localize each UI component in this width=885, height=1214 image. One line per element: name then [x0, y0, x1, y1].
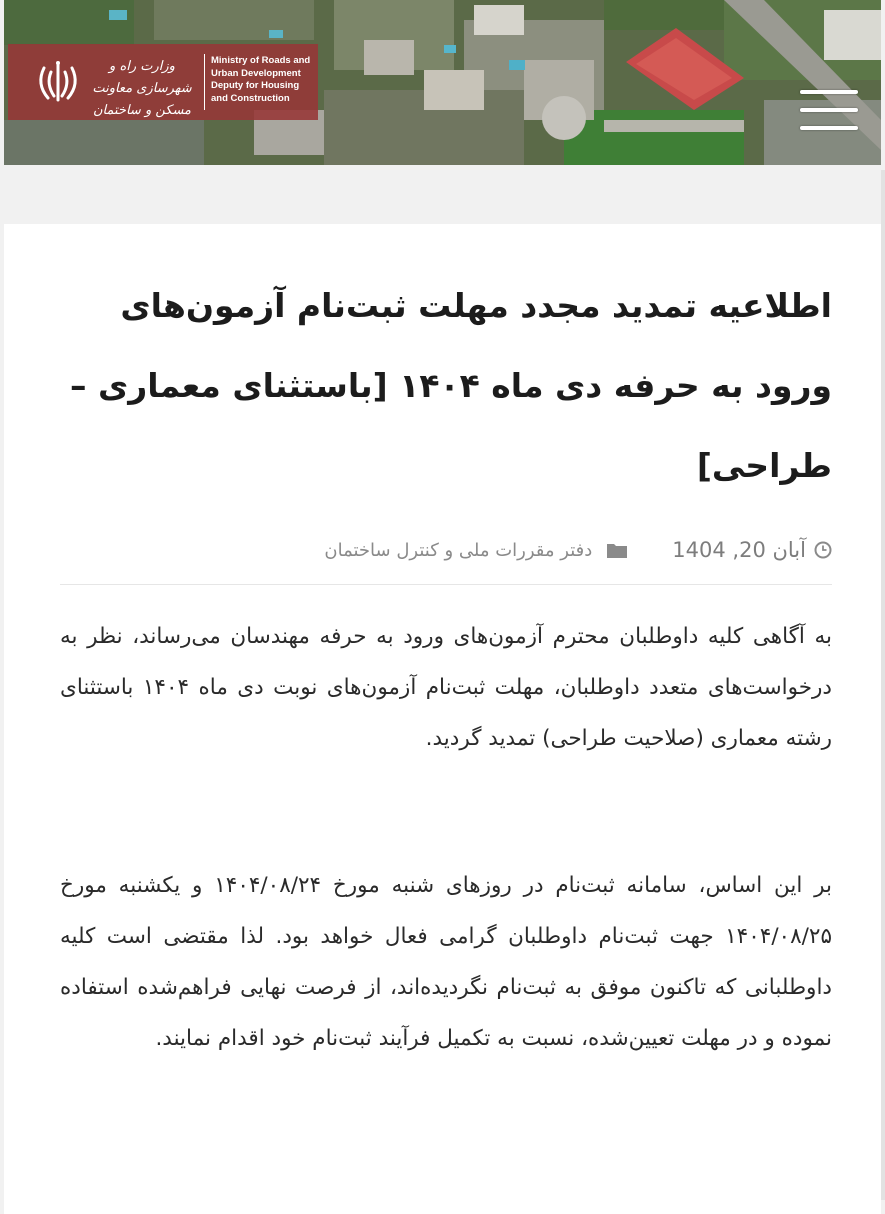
category-link[interactable]: دفتر مقررات ملی و کنترل ساختمان: [324, 539, 593, 561]
logo-en-line: Urban Development: [211, 67, 301, 79]
hamburger-menu-icon[interactable]: [794, 86, 866, 136]
page-edge: [881, 170, 885, 1200]
menu-bar: [800, 108, 858, 112]
article-title[interactable]: اطلاعیه تمدید مجدد مهلت ثبت‌نام آزمون‌های ورود به حرفه دی ماه ۱۴۰۴ [باستثنای معماری – طراحی]: [70, 286, 832, 485]
logo-en-line: Deputy for Housing: [211, 80, 300, 91]
logo-divider: [204, 54, 205, 110]
menu-bar: [800, 126, 858, 130]
clock-icon: [814, 541, 832, 559]
header-banner: [4, 0, 881, 165]
logo-english-text: [211, 55, 321, 105]
article-paragraph: بر این اساس، سامانه ثبت‌نام در روزهای شنبه مورخ ۱۴۰۴/۰۸/۲۴ و یکشنبه مورخ ۱۴۰۴/۰۸/۲۵ جهت ثبت‌نام داوطلبان گرامی فعال خواهد بود. لذا مقتضی است کلیه داوطلبانی که تاکنون موفق به ثبت‌نام نگردیده‌اند، از فرصت نهایی فراهم‌شده استفاده نموده و در مهلت تعیین‌شده، نسبت به تکمیل فرآیند ثبت‌نام خود اقدام نمایند.: [60, 873, 832, 1051]
logo-en-line: and Construction: [211, 92, 290, 104]
article-meta: [60, 532, 832, 568]
menu-bar: [800, 90, 858, 94]
folder-icon: [606, 541, 628, 559]
logo-persian-text: وزارت راه و شهرسازی معاونت مسکن و ساختمان: [92, 59, 192, 118]
logo-en-line: Ministry of Roads and: [211, 55, 311, 66]
article-paragraph: به آگاهی کلیه داوطلبان محترم آزمون‌های ورود به حرفه مهندسان می‌رساند، نظر به درخواست‌های متعدد داوطلبان، مهلت ثبت‌نام آزمون‌های نوبت دی ماه ۱۴۰۴ باستثنای رشته معماری (صلاحیت طراحی) تمدید گردید.: [60, 624, 832, 751]
publish-date: آبان 20, 1404: [672, 538, 806, 562]
iran-emblem-icon: [34, 58, 82, 106]
article-card: [4, 224, 881, 1214]
ministry-logo[interactable]: [8, 44, 318, 120]
meta-divider: [60, 584, 832, 585]
